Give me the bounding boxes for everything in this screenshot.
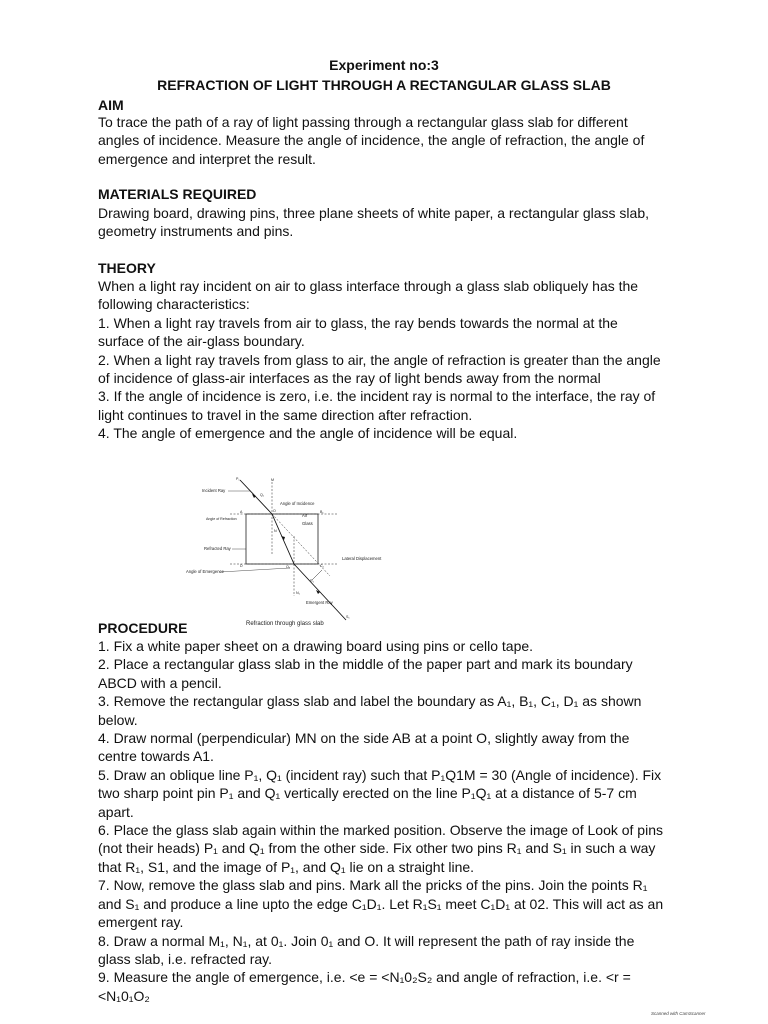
materials-heading: MATERIALS REQUIRED — [98, 186, 257, 202]
theory-heading: THEORY — [98, 260, 156, 276]
procedure-section — [98, 637, 666, 1005]
scanner-watermark: Scanned with CamScanner — [651, 1011, 706, 1016]
theory-intro: When a light ray incident on air to glass interface through a glass slab obliquely has the following characteristics: — [98, 278, 639, 313]
procedure-step: 8. Draw a normal M₁, N₁, at 0₁. Join 0₁ and O. It will represent the path of ray inside the glass slab, i.e. refracted ray. — [98, 932, 635, 967]
label-c: C₁ — [320, 564, 324, 568]
label-o2: O₂ — [286, 565, 291, 569]
experiment-number: Experiment no:3 — [329, 57, 439, 73]
emergent-arrow-icon — [316, 590, 320, 594]
label-m: M — [271, 478, 274, 482]
label-glass: Glass — [302, 521, 313, 526]
procedure-step: 9. Measure the angle of emergence, i.e. <e = <N₁0₂S₂ and angle of refraction, i.e. <r =<N₁0₁O₂ — [98, 969, 631, 1004]
label-refracted-ray: Refracted Ray — [204, 546, 231, 551]
document-title: REFRACTION OF LIGHT THROUGH A RECTANGULAR GLASS SLAB — [157, 77, 611, 93]
procedure-heading: PROCEDURE — [98, 620, 188, 636]
label-d: D — [240, 564, 243, 568]
aim-heading: AIM — [98, 97, 124, 113]
label-b: B₁ — [320, 510, 324, 514]
refraction-diagram — [180, 474, 440, 634]
label-a: A — [240, 510, 243, 514]
label-n: N — [274, 529, 277, 533]
label-n1: N₁ — [296, 591, 300, 595]
procedure-step: 6. Place the glass slab again within the marked position. Observe the image of Look of pins (not their heads) P₁ and Q₁ from the other side. Fix other two pins R₁ and S₁ in such a way that R₁, S1, and the image of P₁, and Q₁ lie on a straight line. — [98, 822, 663, 875]
label-r1: R₁ — [310, 579, 314, 583]
aim-text: To trace the path of a ray of light passing through a rectangular glass slab for different angles of incidence. Measure the angle of incidence, the angle of refraction, the angle of emergence and interpret the result. — [98, 114, 645, 167]
label-p1: P₁ — [236, 477, 240, 481]
materials-section — [98, 204, 666, 241]
procedure-step: 1. Fix a white paper sheet on a drawing board using pins or cello tape. — [98, 638, 534, 654]
theory-section — [98, 277, 666, 443]
theory-point: 3. If the angle of incidence is zero, i.e. the incident ray is normal to the interface, the ray of light continues to travel in the same direction after refraction. — [98, 388, 656, 423]
label-incident-ray: Incident Ray — [202, 488, 226, 493]
label-air: Air — [302, 513, 308, 518]
refraction-diagram-svg — [180, 474, 440, 634]
label-angle-refraction: Angle of Refraction — [206, 517, 237, 521]
incident-ray — [240, 480, 272, 514]
procedure-step: 4. Draw normal (perpendicular) MN on the side AB at a point O, slightly away from the centre towards A1. — [98, 730, 630, 765]
theory-point: 2. When a light ray travels from glass to air, the angle of refraction is greater than the angle of incidence of glass-air interfaces as the ray of light bends away from the normal — [98, 351, 661, 387]
figure-caption: Refraction through glass slab — [246, 621, 324, 627]
label-q1: Q₁ — [260, 493, 265, 497]
aim-section — [98, 113, 666, 168]
label-lateral-displacement: Lateral Displacement — [342, 556, 382, 561]
procedure-step: 2. Place a rectangular glass slab in the middle of the paper part and mark its boundary ABCD with a pencil. — [98, 656, 633, 691]
label-angle-emergence: Angle of Emergence — [186, 569, 224, 574]
leader-line — [220, 568, 290, 572]
refracted-ray — [272, 514, 294, 564]
label-emergent-ray: Emergent Ray — [306, 600, 333, 605]
theory-point: 4. The angle of emergence and the angle of incidence will be equal. — [98, 425, 518, 442]
materials-text: Drawing board, drawing pins, three plane sheets of white paper, a rectangular glass slab, geometry instruments and pins. — [98, 205, 649, 240]
procedure-step: 3. Remove the rectangular glass slab and label the boundary as A₁, B₁, C₁, D₁ as shown below. — [98, 693, 642, 728]
label-o: O — [273, 509, 276, 513]
procedure-step: 7. Now, remove the glass slab and pins. Mark all the pricks of the pins. Join the points R₁ and S₁ and produce a line upto the edge C₁D₁. Let R₁S₁ meet C₁D₁ at 02. This will act as an emergent ray. — [98, 877, 664, 931]
label-s1: S₁ — [346, 615, 350, 619]
label-angle-incidence: Angle of Incidence — [280, 501, 315, 506]
procedure-step: 5. Draw an oblique line P₁, Q₁ (incident ray) such that P₁Q1M = 30 (Angle of incidence). Fix two sharp point pin P₁ and Q₁ vertically erected on the line P₁Q₁ at a distance of 5-7 cm apart. — [98, 766, 662, 820]
theory-point: 1. When a light ray travels from air to glass, the ray bends towards the normal at the surface of the air-glass boundary. — [98, 314, 618, 350]
